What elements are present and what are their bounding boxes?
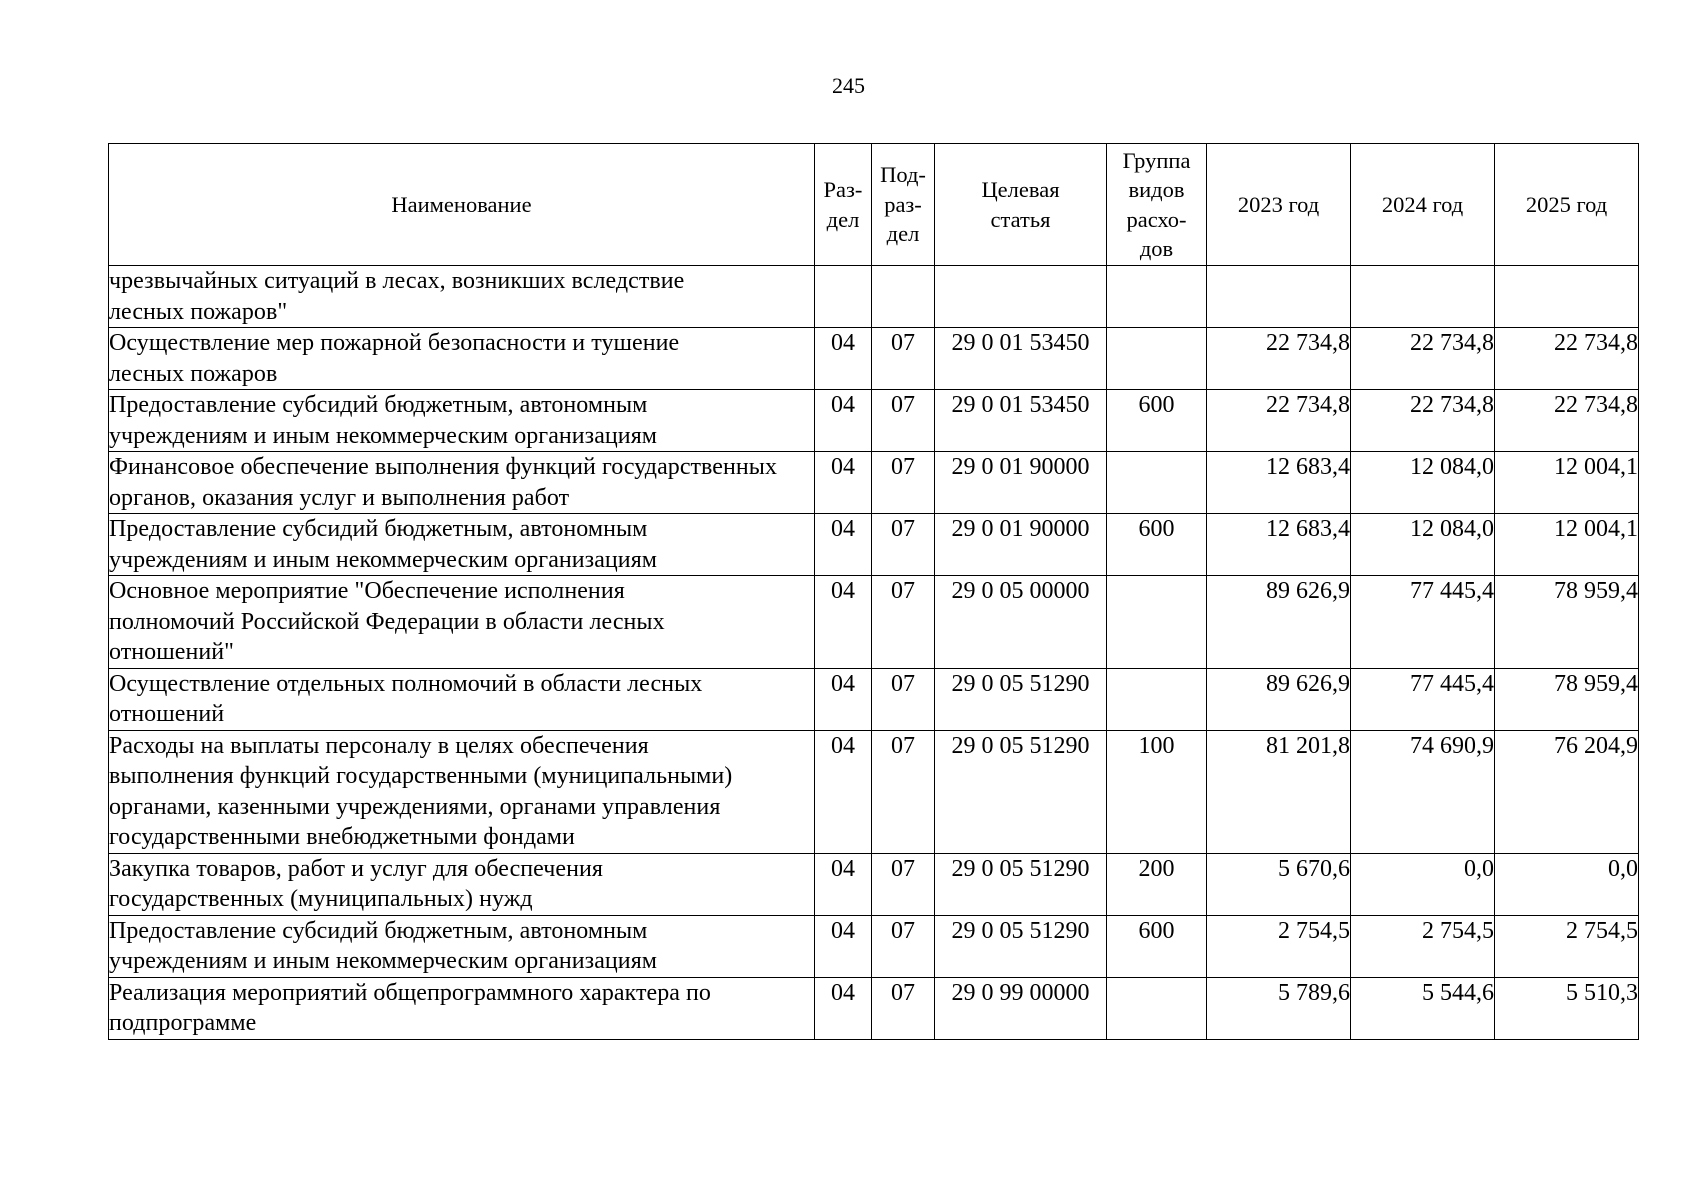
cell-name (109, 576, 815, 669)
name-line: отношений (109, 701, 225, 727)
table-row (109, 390, 1639, 452)
header-2024: 2024 год (1351, 144, 1495, 266)
cell-name (109, 915, 815, 977)
cell-razdel: 04 (815, 452, 872, 514)
cell-2025 (1495, 266, 1639, 328)
cell-expense-group: 600 (1107, 915, 1207, 977)
cell-2024: 77 445,4 (1351, 576, 1495, 669)
cell-2023: 5 670,6 (1207, 853, 1351, 915)
cell-expense-group (1107, 576, 1207, 669)
cell-2023: 12 683,4 (1207, 514, 1351, 576)
cell-target-article (935, 266, 1107, 328)
cell-podrazdel: 07 (872, 730, 935, 853)
cell-expense-group (1107, 977, 1207, 1039)
cell-razdel: 04 (815, 730, 872, 853)
cell-expense-group (1107, 452, 1207, 514)
cell-2024: 2 754,5 (1351, 915, 1495, 977)
name-line: учреждениям и иным некоммерческим организациям (109, 546, 658, 573)
cell-2025: 12 004,1 (1495, 452, 1639, 514)
table-row (109, 668, 1639, 730)
cell-2024: 5 544,6 (1351, 977, 1495, 1039)
cell-target-article: 29 0 01 90000 (935, 452, 1107, 514)
table-header-row (109, 144, 1639, 266)
header-2023: 2023 год (1207, 144, 1351, 266)
cell-expense-group (1107, 266, 1207, 328)
cell-podrazdel: 07 (872, 514, 935, 576)
cell-target-article: 29 0 05 51290 (935, 668, 1107, 730)
name-line: отношений" (109, 639, 234, 665)
name-line: Предоставление субсидий бюджетным, автономным (109, 392, 648, 418)
name-line: учреждениям и иным некоммерческим организациям (109, 422, 658, 449)
cell-2023 (1207, 266, 1351, 328)
name-line: органами, казенными учреждениями, органами управления (109, 793, 721, 820)
cell-name (109, 977, 815, 1039)
name-line: Осуществление мер пожарной безопасности и тушение (109, 330, 680, 356)
cell-2023: 5 789,6 (1207, 977, 1351, 1039)
name-line: учреждениям и иным некоммерческим организациям (109, 948, 658, 974)
table-row (109, 730, 1639, 853)
cell-podrazdel: 07 (872, 977, 935, 1039)
cell-target-article: 29 0 01 90000 (935, 514, 1107, 576)
cell-2024: 77 445,4 (1351, 668, 1495, 730)
cell-name (109, 853, 815, 915)
cell-target-article: 29 0 01 53450 (935, 390, 1107, 452)
cell-2023: 22 734,8 (1207, 390, 1351, 452)
cell-target-article: 29 0 01 53450 (935, 328, 1107, 390)
cell-razdel: 04 (815, 514, 872, 576)
cell-2025: 0,0 (1495, 853, 1639, 915)
cell-2025: 22 734,8 (1495, 328, 1639, 390)
name-line: государственных (муниципальных) нужд (109, 886, 533, 912)
table-row (109, 266, 1639, 328)
cell-2024: 74 690,9 (1351, 730, 1495, 853)
name-line: выполнения функций государственными (муниципальными) (109, 763, 733, 789)
cell-razdel: 04 (815, 668, 872, 730)
cell-podrazdel: 07 (872, 853, 935, 915)
budget-table (108, 143, 1639, 1040)
cell-2024: 0,0 (1351, 853, 1495, 915)
cell-expense-group: 100 (1107, 730, 1207, 853)
cell-podrazdel: 07 (872, 576, 935, 669)
cell-name (109, 266, 815, 328)
header-podrazdel: Под- раз- дел (872, 144, 935, 266)
cell-razdel: 04 (815, 915, 872, 977)
name-line: полномочий Российской Федерации в области лесных (109, 608, 665, 635)
cell-razdel: 04 (815, 853, 872, 915)
cell-podrazdel: 07 (872, 915, 935, 977)
cell-expense-group: 200 (1107, 853, 1207, 915)
name-line: Закупка товаров, работ и услуг для обеспечения (109, 855, 603, 882)
cell-2023: 81 201,8 (1207, 730, 1351, 853)
cell-expense-group (1107, 668, 1207, 730)
cell-2023: 89 626,9 (1207, 668, 1351, 730)
name-line: лесных пожаров (109, 360, 278, 387)
cell-name (109, 730, 815, 853)
cell-name (109, 452, 815, 514)
cell-expense-group (1107, 328, 1207, 390)
cell-razdel: 04 (815, 977, 872, 1039)
cell-name (109, 390, 815, 452)
table-row (109, 853, 1639, 915)
cell-podrazdel: 07 (872, 668, 935, 730)
cell-2023: 12 683,4 (1207, 452, 1351, 514)
cell-podrazdel: 07 (872, 390, 935, 452)
cell-podrazdel: 07 (872, 452, 935, 514)
name-line: органов, оказания услуг и выполнения работ (109, 484, 570, 511)
cell-razdel (815, 266, 872, 328)
cell-podrazdel (872, 266, 935, 328)
cell-2025: 2 754,5 (1495, 915, 1639, 977)
table-row (109, 328, 1639, 390)
table-row (109, 576, 1639, 669)
table-row (109, 514, 1639, 576)
name-line: Основное мероприятие "Обеспечение исполнения (109, 578, 625, 604)
table-row (109, 915, 1639, 977)
cell-2024: 12 084,0 (1351, 452, 1495, 514)
name-line: чрезвычайных ситуаций в лесах, возникших вследствие (109, 268, 685, 294)
header-name: Наименование (109, 144, 815, 266)
cell-expense-group: 600 (1107, 514, 1207, 576)
cell-2025: 78 959,4 (1495, 668, 1639, 730)
name-line: Осуществление отдельных полномочий в области лесных (109, 670, 703, 697)
cell-2025: 12 004,1 (1495, 514, 1639, 576)
cell-target-article: 29 0 99 00000 (935, 977, 1107, 1039)
cell-razdel: 04 (815, 390, 872, 452)
name-line: Расходы на выплаты персоналу в целях обеспечения (109, 732, 649, 759)
cell-target-article: 29 0 05 51290 (935, 853, 1107, 915)
cell-expense-group: 600 (1107, 390, 1207, 452)
cell-2025: 76 204,9 (1495, 730, 1639, 853)
page-number: 245 (832, 73, 865, 98)
name-line: подпрограмме (109, 1010, 257, 1036)
table-row (109, 977, 1639, 1039)
cell-2024: 22 734,8 (1351, 390, 1495, 452)
header-razdel: Раз- дел (815, 144, 872, 266)
cell-2023: 89 626,9 (1207, 576, 1351, 669)
cell-target-article: 29 0 05 51290 (935, 915, 1107, 977)
name-line: государственными внебюджетными фондами (109, 824, 575, 850)
cell-2024 (1351, 266, 1495, 328)
header-2025: 2025 год (1495, 144, 1639, 266)
cell-2025: 22 734,8 (1495, 390, 1639, 452)
table-row (109, 452, 1639, 514)
table-body (109, 266, 1639, 1040)
cell-name (109, 668, 815, 730)
header-target-article: Целевая статья (935, 144, 1107, 266)
name-line: Реализация мероприятий общепрограммного характера по (109, 979, 711, 1006)
cell-name (109, 328, 815, 390)
cell-target-article: 29 0 05 51290 (935, 730, 1107, 853)
cell-2023: 22 734,8 (1207, 328, 1351, 390)
name-line: Предоставление субсидий бюджетным, автономным (109, 917, 648, 944)
cell-2024: 12 084,0 (1351, 514, 1495, 576)
cell-2025: 78 959,4 (1495, 576, 1639, 669)
cell-target-article: 29 0 05 00000 (935, 576, 1107, 669)
cell-razdel: 04 (815, 328, 872, 390)
cell-2025: 5 510,3 (1495, 977, 1639, 1039)
cell-razdel: 04 (815, 576, 872, 669)
cell-2024: 22 734,8 (1351, 328, 1495, 390)
name-line: Финансовое обеспечение выполнения функций государственных (109, 454, 778, 480)
header-expense-group: Группа видов расхо- дов (1107, 144, 1207, 266)
cell-name (109, 514, 815, 576)
cell-2023: 2 754,5 (1207, 915, 1351, 977)
name-line: Предоставление субсидий бюджетным, автономным (109, 516, 648, 542)
name-line: лесных пожаров" (109, 298, 288, 325)
cell-podrazdel: 07 (872, 328, 935, 390)
